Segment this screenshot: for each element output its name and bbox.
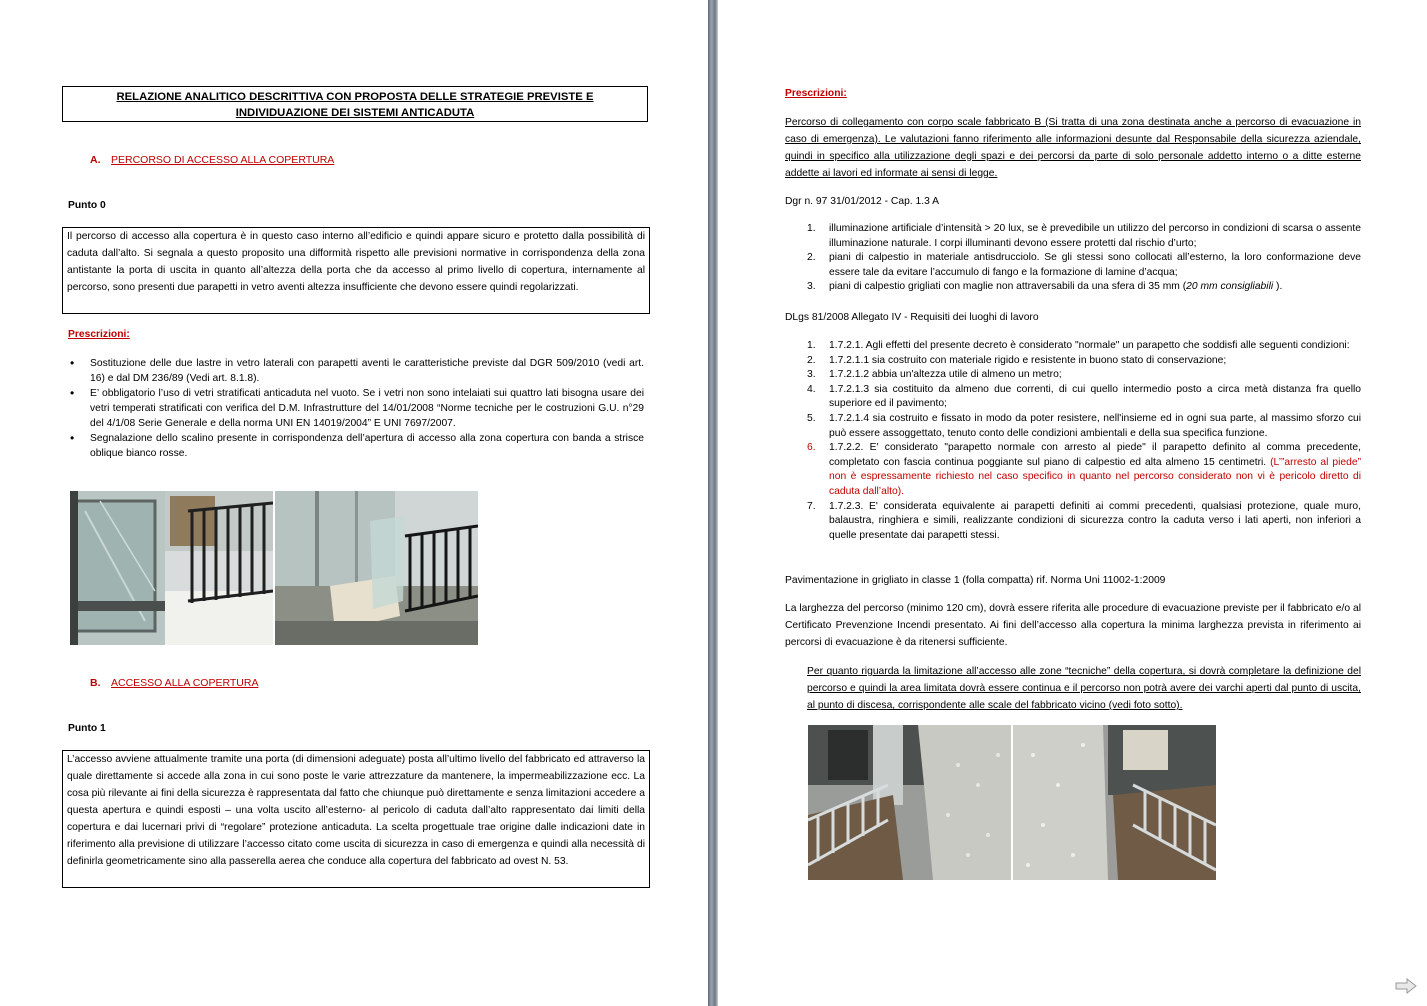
dlgs-requirements-list — [807, 339, 1361, 543]
prescrizioni-heading-right: Prescrizioni: — [785, 88, 847, 99]
document-page-left — [0, 0, 708, 1006]
list-item: 5. 1.7.2.1.4 sia costruito e fissato in modo da poter resistere, nell'insieme ed in ogni sua parte, al massimo sforzo cui può essere assoggettato, tenuto conto delle condizioni ambientali e della sua specifica funzione. — [807, 412, 1361, 439]
list-item: 3. piani di calpestio grigliati con maglie non attraversabili da una sfera di 35 mm (20 mm consigliabili ). — [807, 281, 1283, 293]
photo-glass-railing-1 — [70, 491, 273, 645]
list-item: 2. piani di calpestio in materiale antisdrucciolo. Se gli stessi sono collocati all’esterno, la loro conformazione deve essere tale da evitare l’accumulo di fango e la formazione di lamine d’acqua; — [807, 252, 1361, 278]
dgr-requirements-list — [807, 222, 1361, 295]
page-gutter — [708, 0, 718, 1006]
list-item: 6. 1.7.2.2. E' considerato "parapetto normale con arresto al piede" il parapetto definito al comma precedente, completato con fascia continua poggiante sul piano di calpestio ed alta almeno 15 centimetri. (L’”arresto al piede” non è espressamente richiesto nel caso specifico in quanto nel percorso considerato non vi è pericolo diretto di caduta dall’alto). — [807, 442, 1361, 497]
section-a-heading: A. PERCORSO DI ACCESSO ALLA COPERTURA — [90, 154, 335, 166]
prescrizioni-intro: Percorso di collegamento con corpo scale fabbricato B (Si tratta di una zona destinata anche a percorso di evacuazione in caso di emergenza). Le valutazioni fanno riferimento alle informazioni desunte dal Responsabile della sicurezza aziendale, quindi in specifico alla utilizzazione degli spazi e dei percorsi da parte di solo personale addetto interno o a ditte esterne addette ai lavori ed informate ai sensi di legge. — [785, 117, 1361, 179]
photo-stairs-gravel-1 — [808, 725, 1011, 880]
punto-0-text: Il percorso di accesso alla copertura è in questo caso interno all’edificio e quindi appare sicuro e protetto dalla possibilità di caduta dall’alto. Si segnala a questo proposito una difformità rispetto alle previsioni normative in corrispondenza della zona antistante la porta di uscita in quanto all’altezza della porta che da accesso al primo livello di copertura, internamente al percorso, sono presenti due parapetti in vetro aventi altezza insufficiente che devono essere quindi regolarizzati. — [67, 231, 645, 293]
document-page-right — [718, 0, 1427, 1006]
list-item: 1. illuminazione artificiale d’intensità > 20 lux, se è prevedibile un utilizzo del percorso in condizioni di scarsa o assente illuminazione naturale. I corpi illuminanti devono essere protetti dal rischio d’urto; — [807, 223, 1361, 249]
punto-0-heading: Punto 0 — [68, 200, 106, 211]
punto-1-text: L’accesso avviene attualmente tramite una porta (di dimensioni adeguate) posta all’ultimo livello del fabbricato ed attraverso la quale direttamente si accede alla zona in cui sono poste le varie attrezzature da mantenere, la impermeabilizzazione ecc. La cosa più rilevante ai fini della sicurezza è rappresentata dal fatto che chiunque può direttamente e senza limitazioni accedere a questa apertura e quindi esposti – una volta uscito all’esterno- al pericolo di caduta dall’alto rappresentato dai limiti della copertura e dai lucernari privi di “regolare” protezione anticaduta. La scelta progettuale trae origine dalle indicazioni date in riferimento alla previsione di utilizzare l’accesso citato come uscita di sicurezza in caso di emergenza e quindi alla necessità di definirla geometricamente sino alla passerella aerea che conduce alla copertura del fabbricato ad ovest N. 53. — [67, 754, 645, 867]
list-item: 2. 1.7.2.1.1 sia costruito con materiale rigido e resistente in buono stato di conservazione; — [807, 354, 1227, 366]
next-page-arrow-icon[interactable] — [1395, 978, 1417, 994]
title-line-2: INDIVIDUAZIONE DEI SISTEMI ANTICADUTA — [235, 107, 475, 119]
document-title — [62, 86, 648, 122]
dgr-reference: Dgr n. 97 31/01/2012 - Cap. 1.3 A — [785, 196, 939, 207]
dlgs-reference: DLgs 81/2008 Allegato IV - Requisiti dei luoghi di lavoro — [785, 312, 1039, 323]
list-item: 7. 1.7.2.3. E' considerata equivalente ai parapetti definiti ai commi precedenti, qualsiasi protezione, quale muro, balaustra, ringhiera e simili, realizzante condizioni di sicurezza contro la caduta verso i lati aperti, non inferiori a quelle presentate dai parapetti stessi. — [807, 500, 1361, 541]
limitazione-paragraph: Per quanto riguarda la limitazione all’accesso alle zone “tecniche” della copertura, si dovrà completare la definizione del percorso e quindi la area limitata dovrà essere continua e il percorso non potrà avere dei varchi aperti dal punto di uscita, al punto di discesa, corrispondente alle scale del fabbricato vicino (vedi foto sotto). — [807, 666, 1361, 711]
list-item: 1. 1.7.2.1. Agli effetti del presente decreto è considerato "normale" un parapetto che soddisfi alle seguenti condizioni: — [807, 340, 1350, 351]
list-item: 4. 1.7.2.1.3 sia costituito da almeno due correnti, di cui quello intermedio posto a circa metà distanza fra quello superiore ed il pavimento; — [807, 383, 1361, 410]
photo-glass-railing-2 — [275, 491, 478, 645]
list-item: 3. 1.7.2.1.2 abbia un'altezza utile di almeno un metro; — [807, 369, 1062, 381]
list-item: • Sostituzione delle due lastre in vetro laterali con parapetti aventi le caratteristiche previste dal DGR 509/2010 (vedi art. 16) e dal DM 236/89 (Vedi art. 8.1.8). — [68, 356, 644, 386]
section-b-heading: B. ACCESSO ALLA COPERTURA — [90, 677, 259, 689]
photo-stairs-gravel-2 — [1013, 725, 1216, 880]
punto-1-box — [62, 750, 650, 888]
red-note: (L’”arresto al piede” non è espressamente richiesto nel caso specifico in quanto nel percorso considerato non vi è pericolo diretto di caduta dall’alto). — [829, 456, 1361, 497]
prescrizioni-list-left — [68, 356, 644, 461]
punto-1-heading: Punto 1 — [68, 723, 106, 734]
punto-0-box — [62, 227, 650, 314]
prescrizioni-heading-left: Prescrizioni: — [68, 329, 130, 340]
title-line-1: RELAZIONE ANALITICO DESCRITTIVA CON PROPOSTA DELLE STRATEGIE PREVISTE E — [116, 91, 594, 103]
list-item: • E’ obbligatorio l’uso di vetri stratificati anticaduta nel vuoto. Se i vetri non sono intelaiati sui quattro lati bisogna usare dei vetri temperati stratificati con verifica del D.M. Infrastrutture del 14/01/2008 “Norme tecniche per le costruzioni G.U. n°29 del 4/1/08 Serie Generale e della norma UNI EN 14019/2004” E UNI 7697/2007. — [68, 386, 644, 431]
list-item: • Segnalazione dello scalino presente in corrispondenza dell’apertura di accesso alla zona copertura con banda a strisce oblique bianco rosse. — [68, 431, 644, 461]
larghezza-paragraph: La larghezza del percorso (minimo 120 cm), dovrà essere riferita alle procedure di evacuazione previste per il fabbricato e/o al Certificato Prevenzione Incendi presentato. Ai fini dell’accesso alla copertura la minima larghezza prevista in riferimento ai percorsi di evacuazione è da ritenersi sufficiente. — [785, 603, 1361, 648]
pavimentazione-note: Pavimentazione in grigliato in classe 1 (folla compatta) rif. Norma Uni 11002-1:2009 — [785, 575, 1166, 586]
